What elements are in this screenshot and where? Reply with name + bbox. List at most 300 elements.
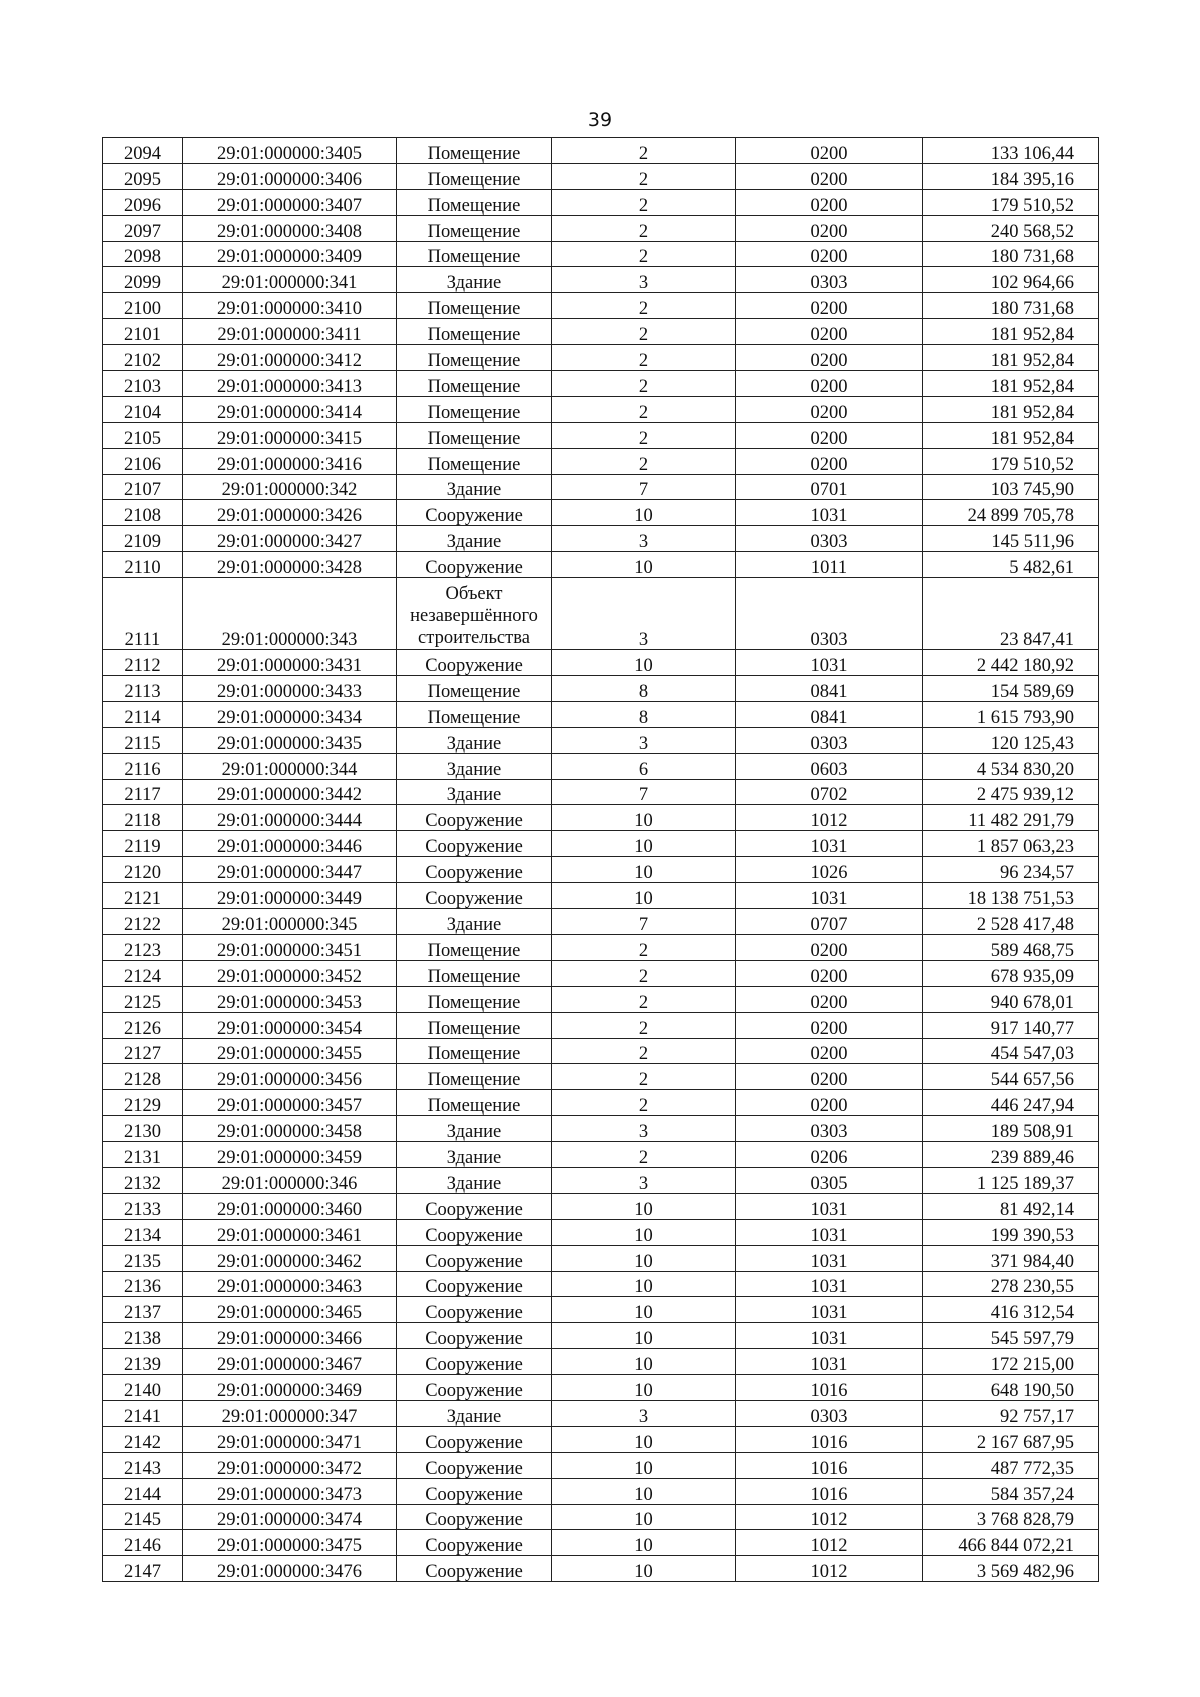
- object-type-cell: Сооружение: [397, 1323, 552, 1349]
- row-number-cell: 2142: [103, 1426, 183, 1452]
- object-type-cell: Сооружение: [397, 650, 552, 676]
- cadastral-value-cell: 181 952,84: [923, 396, 1099, 422]
- object-type-cell: Здание: [397, 267, 552, 293]
- cadastral-number-cell: 29:01:000000:3475: [183, 1530, 397, 1556]
- subgroup-code-cell: 1012: [736, 805, 923, 831]
- group-cell: 3: [552, 1116, 736, 1142]
- cadastral-number-cell: 29:01:000000:3446: [183, 831, 397, 857]
- cadastral-number-cell: 29:01:000000:3471: [183, 1426, 397, 1452]
- group-cell: 8: [552, 701, 736, 727]
- object-type-cell: Сооружение: [397, 1426, 552, 1452]
- table-row: [103, 1504, 1099, 1530]
- subgroup-code-cell: 0303: [736, 526, 923, 552]
- cadastral-value-cell: 545 597,79: [923, 1323, 1099, 1349]
- object-type-cell: Здание: [397, 474, 552, 500]
- row-number-cell: 2115: [103, 727, 183, 753]
- table-row: [103, 779, 1099, 805]
- table-row: [103, 1349, 1099, 1375]
- group-cell: 2: [552, 138, 736, 164]
- cadastral-value-cell: 179 510,52: [923, 189, 1099, 215]
- subgroup-code-cell: 0200: [736, 189, 923, 215]
- table-row: [103, 138, 1099, 164]
- table-row: [103, 1012, 1099, 1038]
- row-number-cell: 2135: [103, 1245, 183, 1271]
- cadastral-number-cell: 29:01:000000:3466: [183, 1323, 397, 1349]
- group-cell: 2: [552, 215, 736, 241]
- table-row: [103, 1400, 1099, 1426]
- row-number-cell: 2120: [103, 857, 183, 883]
- group-cell: 6: [552, 753, 736, 779]
- cadastral-number-cell: 29:01:000000:3433: [183, 676, 397, 702]
- group-cell: 2: [552, 1038, 736, 1064]
- row-number-cell: 2106: [103, 448, 183, 474]
- cadastral-value-cell: 454 547,03: [923, 1038, 1099, 1064]
- object-type-cell: Помещение: [397, 293, 552, 319]
- subgroup-code-cell: 0200: [736, 934, 923, 960]
- row-number-cell: 2108: [103, 500, 183, 526]
- cadastral-value-cell: 544 657,56: [923, 1064, 1099, 1090]
- cadastral-value-cell: 145 511,96: [923, 526, 1099, 552]
- row-number-cell: 2111: [103, 578, 183, 650]
- row-number-cell: 2129: [103, 1090, 183, 1116]
- subgroup-code-cell: 0200: [736, 1090, 923, 1116]
- row-number-cell: 2100: [103, 293, 183, 319]
- table-row: [103, 857, 1099, 883]
- cadastral-value-cell: 180 731,68: [923, 241, 1099, 267]
- object-type-cell: Сооружение: [397, 883, 552, 909]
- group-cell: 2: [552, 319, 736, 345]
- group-cell: 10: [552, 1349, 736, 1375]
- cadastral-value-cell: 584 357,24: [923, 1478, 1099, 1504]
- cadastral-value-cell: 4 534 830,20: [923, 753, 1099, 779]
- subgroup-code-cell: 1031: [736, 1349, 923, 1375]
- cadastral-value-cell: 102 964,66: [923, 267, 1099, 293]
- cadastral-value-cell: 5 482,61: [923, 552, 1099, 578]
- cadastral-number-cell: 29:01:000000:341: [183, 267, 397, 293]
- row-number-cell: 2105: [103, 422, 183, 448]
- cadastral-value-cell: 103 745,90: [923, 474, 1099, 500]
- row-number-cell: 2143: [103, 1452, 183, 1478]
- row-number-cell: 2119: [103, 831, 183, 857]
- row-number-cell: 2134: [103, 1219, 183, 1245]
- table-row: [103, 1452, 1099, 1478]
- row-number-cell: 2133: [103, 1193, 183, 1219]
- row-number-cell: 2138: [103, 1323, 183, 1349]
- object-type-cell: Помещение: [397, 345, 552, 371]
- group-cell: 2: [552, 422, 736, 448]
- row-number-cell: 2123: [103, 934, 183, 960]
- table-row: [103, 293, 1099, 319]
- group-cell: 2: [552, 189, 736, 215]
- subgroup-code-cell: 1012: [736, 1530, 923, 1556]
- table-row: [103, 1297, 1099, 1323]
- group-cell: 2: [552, 1064, 736, 1090]
- row-number-cell: 2099: [103, 267, 183, 293]
- cadastral-number-cell: 29:01:000000:3414: [183, 396, 397, 422]
- table-row: [103, 319, 1099, 345]
- table-row: [103, 345, 1099, 371]
- row-number-cell: 2098: [103, 241, 183, 267]
- object-type-cell: Здание: [397, 1142, 552, 1168]
- cadastral-value-table: [102, 137, 1099, 1582]
- object-type-cell: Здание: [397, 1167, 552, 1193]
- object-type-cell: Помещение: [397, 319, 552, 345]
- row-number-cell: 2113: [103, 676, 183, 702]
- group-cell: 2: [552, 960, 736, 986]
- group-cell: 10: [552, 1245, 736, 1271]
- subgroup-code-cell: 0200: [736, 345, 923, 371]
- subgroup-code-cell: 0200: [736, 138, 923, 164]
- row-number-cell: 2141: [103, 1400, 183, 1426]
- cadastral-value-cell: 917 140,77: [923, 1012, 1099, 1038]
- cadastral-number-cell: 29:01:000000:3455: [183, 1038, 397, 1064]
- object-type-cell: Здание: [397, 727, 552, 753]
- cadastral-value-cell: 180 731,68: [923, 293, 1099, 319]
- group-cell: 10: [552, 805, 736, 831]
- subgroup-code-cell: 0200: [736, 986, 923, 1012]
- cadastral-number-cell: 29:01:000000:3426: [183, 500, 397, 526]
- table-row: [103, 1064, 1099, 1090]
- table-row: [103, 500, 1099, 526]
- cadastral-number-cell: 29:01:000000:3458: [183, 1116, 397, 1142]
- table-row: [103, 422, 1099, 448]
- subgroup-code-cell: 1011: [736, 552, 923, 578]
- group-cell: 10: [552, 650, 736, 676]
- subgroup-code-cell: 0200: [736, 319, 923, 345]
- subgroup-code-cell: 0303: [736, 1400, 923, 1426]
- group-cell: 10: [552, 1219, 736, 1245]
- group-cell: 3: [552, 578, 736, 650]
- cadastral-number-cell: 29:01:000000:3449: [183, 883, 397, 909]
- object-type-cell: Здание: [397, 1116, 552, 1142]
- group-cell: 3: [552, 727, 736, 753]
- table-row: [103, 396, 1099, 422]
- cadastral-value-cell: 181 952,84: [923, 345, 1099, 371]
- row-number-cell: 2144: [103, 1478, 183, 1504]
- group-cell: 10: [552, 1323, 736, 1349]
- group-cell: 10: [552, 1556, 736, 1582]
- row-number-cell: 2095: [103, 163, 183, 189]
- group-cell: 10: [552, 1478, 736, 1504]
- subgroup-code-cell: 1026: [736, 857, 923, 883]
- cadastral-number-cell: 29:01:000000:3456: [183, 1064, 397, 1090]
- row-number-cell: 2101: [103, 319, 183, 345]
- object-type-cell: Сооружение: [397, 1556, 552, 1582]
- cadastral-value-cell: 2 442 180,92: [923, 650, 1099, 676]
- group-cell: 10: [552, 1530, 736, 1556]
- group-cell: 2: [552, 986, 736, 1012]
- cadastral-value-cell: 2 528 417,48: [923, 909, 1099, 935]
- group-cell: 7: [552, 909, 736, 935]
- object-type-cell: Помещение: [397, 189, 552, 215]
- object-type-cell: Сооружение: [397, 1297, 552, 1323]
- subgroup-code-cell: 0200: [736, 396, 923, 422]
- object-type-cell: Сооружение: [397, 1452, 552, 1478]
- object-type-cell: Здание: [397, 1400, 552, 1426]
- cadastral-value-cell: 466 844 072,21: [923, 1530, 1099, 1556]
- table-row: [103, 934, 1099, 960]
- group-cell: 2: [552, 345, 736, 371]
- cadastral-number-cell: 29:01:000000:3451: [183, 934, 397, 960]
- object-type-cell: Помещение: [397, 960, 552, 986]
- table-row: [103, 986, 1099, 1012]
- group-cell: 2: [552, 293, 736, 319]
- subgroup-code-cell: 0200: [736, 1064, 923, 1090]
- object-type-cell: Сооружение: [397, 1245, 552, 1271]
- table-row: [103, 552, 1099, 578]
- cadastral-number-cell: 29:01:000000:342: [183, 474, 397, 500]
- object-type-cell: Помещение: [397, 422, 552, 448]
- table-row: [103, 1530, 1099, 1556]
- page-number: 39: [587, 109, 613, 131]
- subgroup-code-cell: 0200: [736, 293, 923, 319]
- cadastral-number-cell: 29:01:000000:3409: [183, 241, 397, 267]
- table-row: [103, 1167, 1099, 1193]
- cadastral-value-cell: 1 615 793,90: [923, 701, 1099, 727]
- table-row: [103, 883, 1099, 909]
- table-row: [103, 1556, 1099, 1582]
- cadastral-number-cell: 29:01:000000:344: [183, 753, 397, 779]
- object-type-cell: Сооружение: [397, 1375, 552, 1401]
- subgroup-code-cell: 0200: [736, 163, 923, 189]
- group-cell: 10: [552, 1452, 736, 1478]
- cadastral-value-cell: 154 589,69: [923, 676, 1099, 702]
- group-cell: 7: [552, 474, 736, 500]
- row-number-cell: 2109: [103, 526, 183, 552]
- object-type-cell: Здание: [397, 526, 552, 552]
- cadastral-number-cell: 29:01:000000:3467: [183, 1349, 397, 1375]
- group-cell: 10: [552, 831, 736, 857]
- object-type-cell: Сооружение: [397, 1271, 552, 1297]
- table-row: [103, 163, 1099, 189]
- object-type-cell: Здание: [397, 753, 552, 779]
- cadastral-value-cell: 278 230,55: [923, 1271, 1099, 1297]
- table-row: [103, 448, 1099, 474]
- object-type-cell: Здание: [397, 909, 552, 935]
- cadastral-number-cell: 29:01:000000:3434: [183, 701, 397, 727]
- table-row: [103, 1038, 1099, 1064]
- table-row: [103, 371, 1099, 397]
- cadastral-number-cell: 29:01:000000:3453: [183, 986, 397, 1012]
- subgroup-code-cell: 0200: [736, 241, 923, 267]
- cadastral-value-cell: 81 492,14: [923, 1193, 1099, 1219]
- group-cell: 10: [552, 857, 736, 883]
- cadastral-number-cell: 29:01:000000:3412: [183, 345, 397, 371]
- group-cell: 10: [552, 1271, 736, 1297]
- object-type-cell: Помещение: [397, 1038, 552, 1064]
- cadastral-value-cell: 940 678,01: [923, 986, 1099, 1012]
- group-cell: 8: [552, 676, 736, 702]
- table-row: [103, 831, 1099, 857]
- group-cell: 10: [552, 552, 736, 578]
- cadastral-value-cell: 181 952,84: [923, 371, 1099, 397]
- table-row: [103, 701, 1099, 727]
- group-cell: 7: [552, 779, 736, 805]
- table-row: [103, 753, 1099, 779]
- cadastral-number-cell: 29:01:000000:3476: [183, 1556, 397, 1582]
- cadastral-number-cell: 29:01:000000:3461: [183, 1219, 397, 1245]
- object-type-cell: Сооружение: [397, 1530, 552, 1556]
- cadastral-number-cell: 29:01:000000:343: [183, 578, 397, 650]
- object-type-cell: Сооружение: [397, 1478, 552, 1504]
- object-type-cell: Здание: [397, 779, 552, 805]
- subgroup-code-cell: 0707: [736, 909, 923, 935]
- table-row: [103, 1426, 1099, 1452]
- cadastral-value-cell: 96 234,57: [923, 857, 1099, 883]
- row-number-cell: 2136: [103, 1271, 183, 1297]
- table-row: [103, 960, 1099, 986]
- object-type-cell: Помещение: [397, 934, 552, 960]
- object-type-cell: Сооружение: [397, 1349, 552, 1375]
- table-row: [103, 727, 1099, 753]
- group-cell: 3: [552, 1400, 736, 1426]
- subgroup-code-cell: 0701: [736, 474, 923, 500]
- cadastral-value-cell: 133 106,44: [923, 138, 1099, 164]
- row-number-cell: 2094: [103, 138, 183, 164]
- cadastral-value-cell: 92 757,17: [923, 1400, 1099, 1426]
- table-row: [103, 1245, 1099, 1271]
- object-type-cell: Помещение: [397, 371, 552, 397]
- subgroup-code-cell: 0206: [736, 1142, 923, 1168]
- row-number-cell: 2103: [103, 371, 183, 397]
- cadastral-value-cell: 487 772,35: [923, 1452, 1099, 1478]
- object-type-cell: Сооружение: [397, 1504, 552, 1530]
- cadastral-number-cell: 29:01:000000:3462: [183, 1245, 397, 1271]
- cadastral-number-cell: 29:01:000000:346: [183, 1167, 397, 1193]
- object-type-cell: Сооружение: [397, 500, 552, 526]
- subgroup-code-cell: 0200: [736, 1038, 923, 1064]
- object-type-cell: Помещение: [397, 1064, 552, 1090]
- subgroup-code-cell: 1016: [736, 1478, 923, 1504]
- cadastral-value-cell: 181 952,84: [923, 422, 1099, 448]
- row-number-cell: 2097: [103, 215, 183, 241]
- subgroup-code-cell: 1031: [736, 1297, 923, 1323]
- cadastral-number-cell: 29:01:000000:3442: [183, 779, 397, 805]
- cadastral-number-cell: 29:01:000000:3457: [183, 1090, 397, 1116]
- row-number-cell: 2137: [103, 1297, 183, 1323]
- cadastral-number-cell: 29:01:000000:3469: [183, 1375, 397, 1401]
- row-number-cell: 2124: [103, 960, 183, 986]
- table-row: [103, 805, 1099, 831]
- cadastral-number-cell: 29:01:000000:3406: [183, 163, 397, 189]
- cadastral-value-cell: 18 138 751,53: [923, 883, 1099, 909]
- cadastral-value-cell: 3 569 482,96: [923, 1556, 1099, 1582]
- object-type-cell: Сооружение: [397, 1193, 552, 1219]
- subgroup-code-cell: 0200: [736, 1012, 923, 1038]
- subgroup-code-cell: 1031: [736, 500, 923, 526]
- row-number-cell: 2112: [103, 650, 183, 676]
- table-row: [103, 1142, 1099, 1168]
- table-row: [103, 1219, 1099, 1245]
- cadastral-value-cell: 120 125,43: [923, 727, 1099, 753]
- table-row: [103, 267, 1099, 293]
- cadastral-value-cell: 189 508,91: [923, 1116, 1099, 1142]
- cadastral-number-cell: 29:01:000000:3410: [183, 293, 397, 319]
- subgroup-code-cell: 0200: [736, 371, 923, 397]
- object-type-cell: Помещение: [397, 396, 552, 422]
- group-cell: 10: [552, 500, 736, 526]
- object-type-cell: Помещение: [397, 241, 552, 267]
- row-number-cell: 2110: [103, 552, 183, 578]
- cadastral-number-cell: 29:01:000000:3413: [183, 371, 397, 397]
- object-type-cell: Помещение: [397, 448, 552, 474]
- row-number-cell: 2102: [103, 345, 183, 371]
- cadastral-number-cell: 29:01:000000:3431: [183, 650, 397, 676]
- cadastral-number-cell: 29:01:000000:3411: [183, 319, 397, 345]
- subgroup-code-cell: 1031: [736, 1219, 923, 1245]
- subgroup-code-cell: 0841: [736, 676, 923, 702]
- group-cell: 10: [552, 1504, 736, 1530]
- subgroup-code-cell: 0841: [736, 701, 923, 727]
- row-number-cell: 2125: [103, 986, 183, 1012]
- row-number-cell: 2114: [103, 701, 183, 727]
- cadastral-number-cell: 29:01:000000:3444: [183, 805, 397, 831]
- row-number-cell: 2116: [103, 753, 183, 779]
- subgroup-code-cell: 1016: [736, 1426, 923, 1452]
- row-number-cell: 2104: [103, 396, 183, 422]
- table-row: [103, 578, 1099, 650]
- group-cell: 2: [552, 163, 736, 189]
- cadastral-value-cell: 179 510,52: [923, 448, 1099, 474]
- cadastral-value-cell: 648 190,50: [923, 1375, 1099, 1401]
- row-number-cell: 2131: [103, 1142, 183, 1168]
- cadastral-value-cell: 11 482 291,79: [923, 805, 1099, 831]
- cadastral-value-cell: 446 247,94: [923, 1090, 1099, 1116]
- subgroup-code-cell: 0603: [736, 753, 923, 779]
- table-row: [103, 1478, 1099, 1504]
- table-row: [103, 909, 1099, 935]
- cadastral-number-cell: 29:01:000000:345: [183, 909, 397, 935]
- cadastral-value-cell: 1 125 189,37: [923, 1167, 1099, 1193]
- cadastral-value-cell: 2 475 939,12: [923, 779, 1099, 805]
- subgroup-code-cell: 0303: [736, 267, 923, 293]
- row-number-cell: 2139: [103, 1349, 183, 1375]
- group-cell: 3: [552, 1167, 736, 1193]
- object-type-cell: Помещение: [397, 986, 552, 1012]
- row-number-cell: 2140: [103, 1375, 183, 1401]
- table-row: [103, 526, 1099, 552]
- row-number-cell: 2121: [103, 883, 183, 909]
- table-row: [103, 241, 1099, 267]
- object-type-cell: Помещение: [397, 215, 552, 241]
- subgroup-code-cell: 1031: [736, 1193, 923, 1219]
- object-type-cell: Сооружение: [397, 857, 552, 883]
- cadastral-number-cell: 29:01:000000:3452: [183, 960, 397, 986]
- cadastral-value-cell: 416 312,54: [923, 1297, 1099, 1323]
- object-type-cell: Сооружение: [397, 831, 552, 857]
- cadastral-value-cell: 589 468,75: [923, 934, 1099, 960]
- cadastral-value-cell: 678 935,09: [923, 960, 1099, 986]
- subgroup-code-cell: 1031: [736, 1245, 923, 1271]
- row-number-cell: 2147: [103, 1556, 183, 1582]
- subgroup-code-cell: 1031: [736, 650, 923, 676]
- row-number-cell: 2132: [103, 1167, 183, 1193]
- cadastral-value-cell: 184 395,16: [923, 163, 1099, 189]
- cadastral-number-cell: 29:01:000000:3407: [183, 189, 397, 215]
- group-cell: 2: [552, 371, 736, 397]
- subgroup-code-cell: 0303: [736, 727, 923, 753]
- group-cell: 3: [552, 267, 736, 293]
- cadastral-number-cell: 29:01:000000:3460: [183, 1193, 397, 1219]
- group-cell: 2: [552, 448, 736, 474]
- cadastral-value-cell: 24 899 705,78: [923, 500, 1099, 526]
- subgroup-code-cell: 1031: [736, 831, 923, 857]
- row-number-cell: 2127: [103, 1038, 183, 1064]
- subgroup-code-cell: 1031: [736, 1323, 923, 1349]
- group-cell: 10: [552, 1193, 736, 1219]
- table-row: [103, 1323, 1099, 1349]
- group-cell: 2: [552, 1142, 736, 1168]
